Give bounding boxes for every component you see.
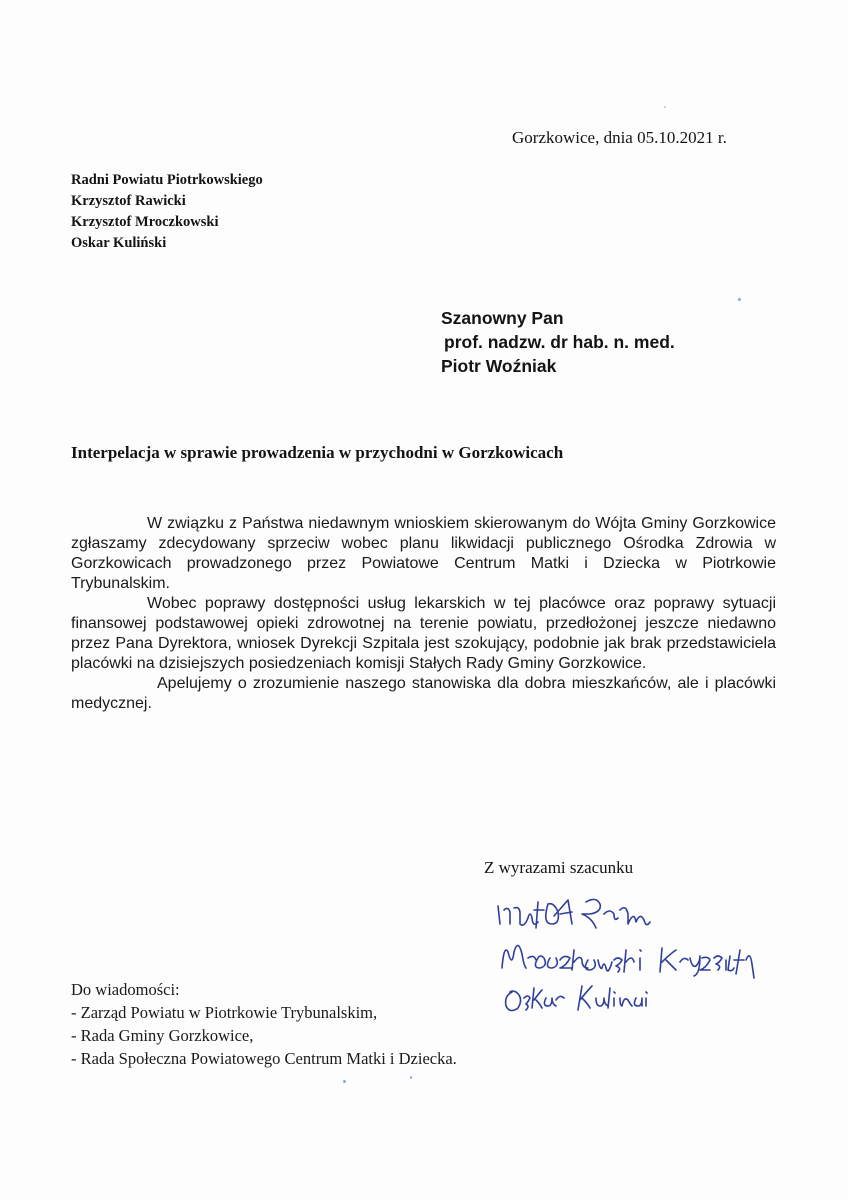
cc-block bbox=[71, 978, 457, 1070]
place-and-date: Gorzkowice, dnia 05.10.2021 r. bbox=[512, 128, 727, 147]
cc-item: - Rada Gminy Gorzkowice, bbox=[71, 1026, 254, 1045]
scan-speck bbox=[664, 106, 666, 108]
body-paragraph: Wobec poprawy dostępności usług lekarskich w tej placówce oraz poprawy sytuacji finansowej podstawowej opieki zdrowotnej na terenie powiatu, przedłożonej jeszcze niedawno przez Pana Dyrektora, wniosek Dyrekcji Szpitala jest szokujący, podobnie jak brak przedstawiciela placówki na dzisiejszych posiedzeniach komisji Stałych Rady Gminy Gorzkowice. bbox=[71, 595, 776, 672]
letter-body bbox=[71, 514, 776, 714]
letter-subject: Interpelacja w sprawie prowadzenia w przychodni w Gorzkowicach bbox=[71, 443, 564, 462]
handwritten-signatures bbox=[490, 880, 810, 1020]
closing-phrase: Z wyrazami szacunku bbox=[484, 858, 634, 877]
sender-line: Oskar Kuliński bbox=[71, 235, 167, 251]
scan-speck bbox=[738, 298, 741, 301]
recipient-title: prof. nadzw. dr hab. n. med. bbox=[444, 332, 675, 352]
scan-speck bbox=[410, 1076, 412, 1079]
body-paragraph: W związku z Państwa niedawnym wnioskiem skierowanym do Wójta Gminy Gorzkowice zgłaszamy zdecydowany sprzeciw wobec planu likwidacji publicznego Ośrodka Zdrowia w Gorzkowicach prowadzonego przez Powiatowe Centrum Matki i Dziecka w Piotrkowie Trybunalskim. bbox=[71, 515, 776, 592]
cc-item: - Zarząd Powiatu w Piotrkowie Trybunalskim, bbox=[71, 1003, 378, 1022]
recipient-salutation: Szanowny Pan bbox=[441, 308, 564, 328]
scan-speck bbox=[343, 1080, 346, 1083]
signature-mroczkowski bbox=[502, 945, 754, 978]
sender-line: Radni Powiatu Piotrkowskiego bbox=[71, 172, 263, 188]
cc-heading: Do wiadomości: bbox=[71, 980, 180, 999]
sender-line: Krzysztof Mroczkowski bbox=[71, 214, 219, 230]
signature-kulinski bbox=[506, 986, 647, 1011]
body-paragraph: Apelujemy o zrozumienie naszego stanowiska dla dobra mieszkańców, ale i placówki medycznej. bbox=[71, 675, 776, 712]
recipient-block bbox=[441, 306, 675, 378]
senders-block bbox=[71, 170, 263, 254]
sender-line: Krzysztof Rawicki bbox=[71, 193, 186, 209]
cc-item: - Rada Społeczna Powiatowego Centrum Matki i Dziecka. bbox=[71, 1049, 457, 1068]
recipient-name: Piotr Woźniak bbox=[441, 356, 557, 376]
signatures-drawing bbox=[490, 880, 810, 1020]
signature-rawicki bbox=[498, 899, 650, 928]
